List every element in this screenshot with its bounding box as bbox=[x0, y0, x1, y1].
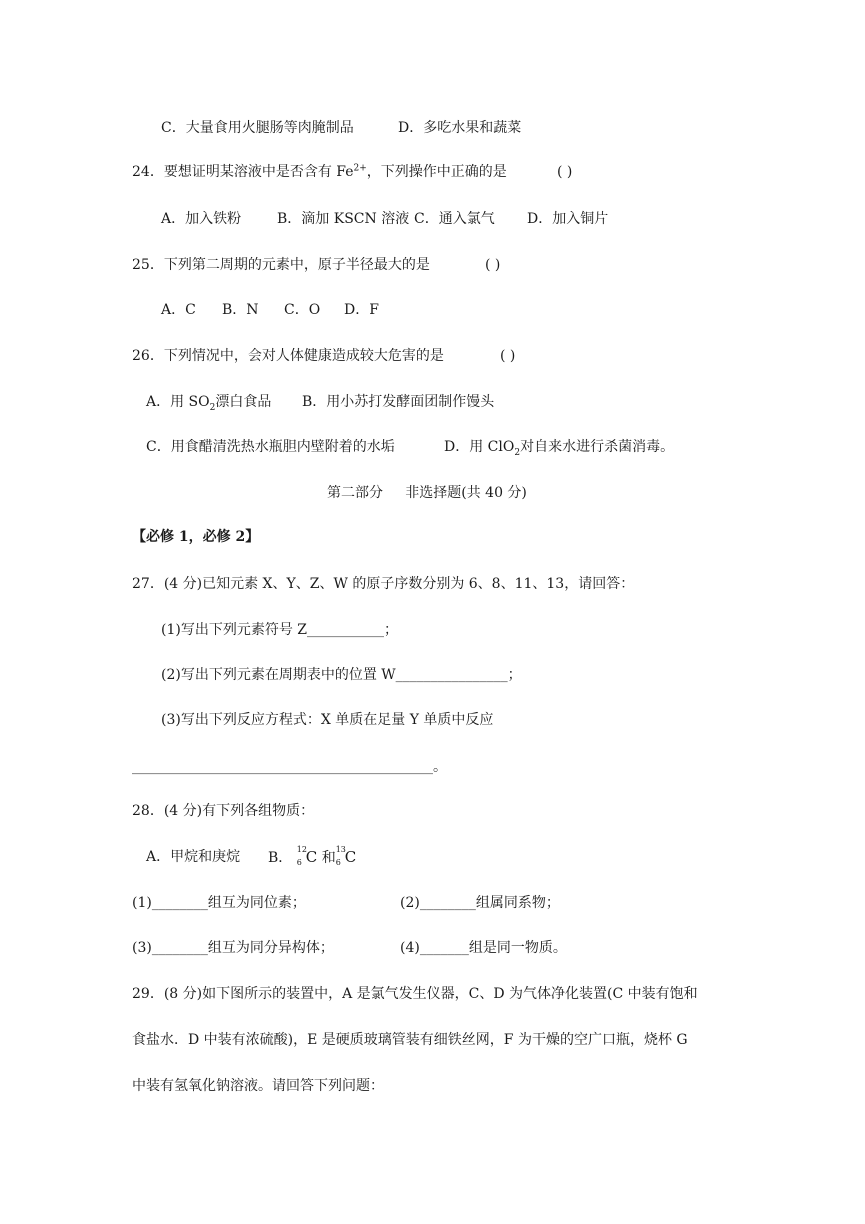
q24-option-c: C．通入氯气 bbox=[414, 211, 495, 227]
q25-stem: 25．下列第二周期的元素中，原子半径最大的是 bbox=[132, 257, 430, 273]
q28-option-b: B． 12 6 C 和 13 6 C bbox=[268, 845, 357, 867]
q25-option-c: C．O bbox=[284, 302, 321, 318]
q27-sub1: (1)写出下列元素符号 Z___________； bbox=[161, 622, 399, 638]
isotope-carbon-13: 13 6 C bbox=[335, 845, 357, 867]
q28-sub2: (2)________组属同系物； bbox=[400, 895, 560, 911]
q24-answer-paren: ( ) bbox=[557, 164, 573, 180]
q24-stem: 24．要想证明某溶液中是否含有 $Fe^{2+}$，下列操作中正确的是 bbox=[132, 163, 507, 180]
q26-stem: 26．下列情况中，会对人体健康造成较大危害的是 bbox=[132, 348, 444, 364]
q25-option-b: B．N bbox=[222, 302, 259, 318]
q27-sub2: (2)写出下列元素在周期表中的位置 W________________； bbox=[161, 667, 522, 683]
q26-option-b: B．用小苏打发酵面团制作馒头 bbox=[302, 394, 495, 410]
q24-option-b: B．滴加 KSCN 溶液 bbox=[277, 211, 410, 227]
q28-option-a: A．甲烷和庚烷 bbox=[146, 849, 241, 865]
q26-option-a: A．用 $SO_2$漂白食品 bbox=[146, 394, 272, 413]
section-title: 第二部分 非选择题(共 40 分) bbox=[327, 485, 527, 501]
q23-option-c: C．大量食用火腿肠等肉腌制品 bbox=[161, 120, 354, 136]
q27-stem: 27．(4 分)已知元素 X、Y、Z、W 的原子序数分别为 6、8、11、13，请回答： bbox=[132, 576, 635, 592]
q25-answer-paren: ( ) bbox=[485, 257, 501, 273]
q24-option-d: D．加入铜片 bbox=[527, 211, 609, 227]
isotope-carbon-12: 12 6 C bbox=[296, 845, 318, 867]
q27-answer-line: ___________________________________________。 bbox=[132, 759, 447, 775]
q25-option-a: A．C bbox=[161, 302, 196, 318]
q26-answer-paren: ( ) bbox=[500, 348, 516, 364]
q28-sub4: (4)_______组是同一物质。 bbox=[400, 940, 567, 956]
q24-option-a: A．加入铁粉 bbox=[161, 211, 242, 227]
q26-option-d: D．用 ClO$_2$对自来水进行杀菌消毒。 bbox=[444, 439, 675, 458]
q28-sub3: (3)________组互为同分异构体； bbox=[132, 940, 334, 956]
q28-sub1: (1)________组互为同位素； bbox=[132, 895, 306, 911]
q23-option-d: D．多吃水果和蔬菜 bbox=[398, 120, 522, 136]
q26-option-c: C．用食醋清洗热水瓶胆内壁附着的水垢 bbox=[146, 439, 395, 455]
module-label: 【必修 1，必修 2】 bbox=[132, 529, 260, 545]
q29-line3: 中装有氢氧化钠溶液。请回答下列问题： bbox=[132, 1078, 384, 1094]
q27-sub3: (3)写出下列反应方程式：X 单质在足量 Y 单质中反应 bbox=[161, 712, 494, 728]
q28-stem: 28．(4 分)有下列各组物质： bbox=[132, 803, 315, 819]
q25-option-d: D．F bbox=[344, 302, 379, 318]
q29-line1: 29．(8 分)如下图所示的装置中，A 是氯气发生仪器，C、D 为气体净化装置(C 中装有饱和 bbox=[132, 986, 698, 1002]
q29-line2: 食盐水．D 中装有浓硫酸)，E 是硬质玻璃管装有细铁丝网，F 为干燥的空广口瓶，烧杯 G bbox=[132, 1032, 688, 1048]
